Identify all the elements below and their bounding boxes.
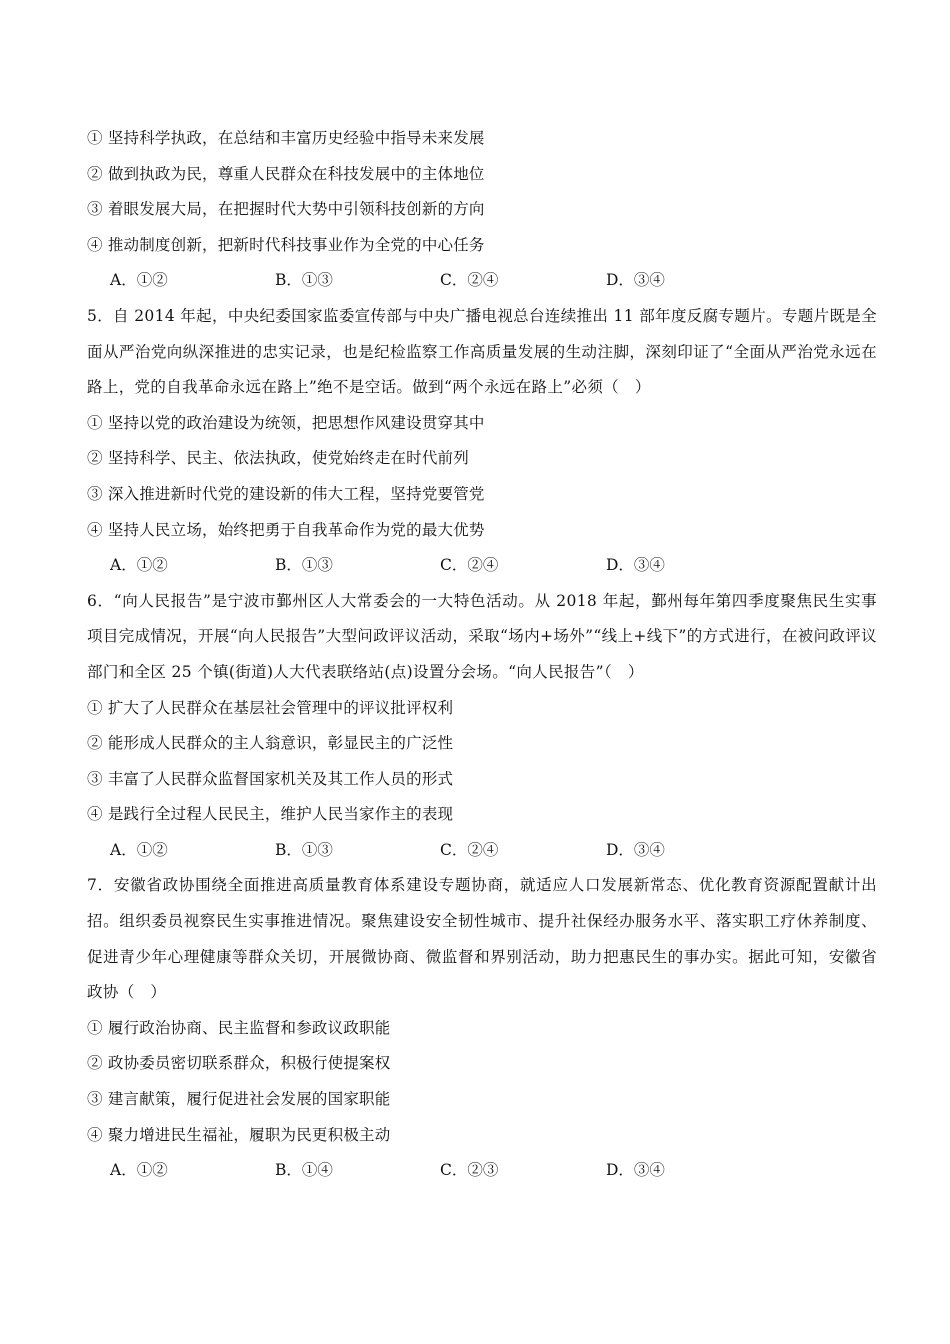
question-5-option-c[interactable]: C．②④ — [440, 556, 499, 575]
question-4-option-a[interactable]: A．①② — [110, 271, 168, 290]
question-7-option-d[interactable]: D．③④ — [606, 1161, 665, 1180]
question-6-options — [87, 833, 877, 869]
question-6-option-d[interactable]: D．③④ — [606, 840, 665, 859]
question-6-item-3: ③ 丰富了人民群众监督国家机关及其工作人员的形式 — [87, 769, 454, 788]
question-6-stem: 6．“向人民报告”是宁波市鄞州区人大常委会的一大特色活动。从 2018 年起，鄞州每年第四季度聚焦民生实事项目完成情况，开展“向人民报告”大型问政评议活动，采取“场内+场外”“线上+线下”的方式进行，在被问政评议部门和全区 25 个镇(街道)人大代表联络站(点)设置分会场。“向人民报告”（ ） — [87, 591, 877, 681]
question-7-options — [87, 1153, 877, 1189]
question-5-option-d[interactable]: D．③④ — [606, 556, 665, 575]
question-4-options — [87, 263, 877, 299]
question-5-item-3: ③ 深入推进新时代党的建设新的伟大工程，坚持党要管党 — [87, 484, 485, 503]
question-6-option-a[interactable]: A．①② — [110, 840, 168, 859]
question-7-option-b[interactable]: B．①④ — [275, 1161, 333, 1180]
question-4-option-c[interactable]: C．②④ — [440, 271, 499, 290]
question-5-item-4: ④ 坚持人民立场，始终把勇于自我革命作为党的最大优势 — [87, 520, 485, 539]
question-6-option-c[interactable]: C．②④ — [440, 840, 499, 859]
question-6-items — [87, 691, 877, 833]
question-7-items — [87, 1011, 877, 1153]
question-5-stem: 5．自 2014 年起，中央纪委国家监委宣传部与中央广播电视总台连续推出 11 部年度反腐专题片。专题片既是全面从严治党向纵深推进的忠实记录，也是纪检监察工作高质量发展的生动注脚，深刻印证了“全面从严治党永远在路上，党的自我革命永远在路上”绝不是空话。做到“两个永远在路上”必须（ ） — [87, 306, 877, 397]
question-4-item-3: ③ 着眼发展大局，在把握时代大势中引领科技创新的方向 — [87, 200, 485, 219]
question-7-item-3: ③ 建言献策，履行促进社会发展的国家职能 — [87, 1090, 391, 1109]
question-7-item-2: ② 政协委员密切联系群众，积极行使提案权 — [87, 1054, 391, 1073]
question-6-item-4: ④ 是践行全过程人民民主，维护人民当家作主的表现 — [87, 805, 454, 824]
question-content — [87, 121, 877, 1189]
question-4-items — [87, 121, 877, 263]
question-4-option-d[interactable]: D．③④ — [606, 271, 665, 290]
question-5-items — [87, 406, 877, 548]
question-5-option-a[interactable]: A．①② — [110, 556, 168, 575]
question-7-item-4: ④ 聚力增进民生福祉，履职为民更积极主动 — [87, 1125, 391, 1144]
question-6-item-1: ① 扩大了人民群众在基层社会管理中的评议批评权利 — [87, 698, 454, 717]
question-4-item-4: ④ 推动制度创新，把新时代科技事业作为全党的中心任务 — [87, 235, 485, 254]
question-5-item-1: ① 坚持以党的政治建设为统领，把思想作风建设贯穿其中 — [87, 413, 485, 432]
question-7-item-1: ① 履行政治协商、民主监督和参政议政职能 — [87, 1018, 391, 1037]
question-5-item-2: ② 坚持科学、民主、依法执政，使党始终走在时代前列 — [87, 449, 469, 468]
question-4-option-b[interactable]: B．①③ — [275, 271, 333, 290]
question-7-stem: 7．安徽省政协围绕全面推进高质量教育体系建设专题协商，就适应人口发展新常态、优化教育资源配置献计出招。组织委员视察民生实事推进情况。聚焦建设安全韧性城市、提升社保经办服务水平、落实职工疗休养制度、促进青少年心理健康等群众关切，开展微协商、微监督和界别活动，助力把惠民生的事办实。据此可知，安徽省政协（ ） — [87, 876, 877, 1002]
question-6-option-b[interactable]: B．①③ — [275, 840, 333, 859]
question-6-item-2: ② 能形成人民群众的主人翁意识，彰显民主的广泛性 — [87, 734, 454, 753]
question-5-options — [87, 548, 877, 584]
question-7-option-a[interactable]: A．①② — [110, 1161, 168, 1180]
question-4-item-1: ① 坚持科学执政，在总结和丰富历史经验中指导未来发展 — [87, 129, 485, 147]
question-7-option-c[interactable]: C．②③ — [440, 1161, 499, 1180]
question-4-item-2: ② 做到执政为民，尊重人民群众在科技发展中的主体地位 — [87, 164, 485, 183]
question-5-option-b[interactable]: B．①③ — [275, 556, 333, 575]
